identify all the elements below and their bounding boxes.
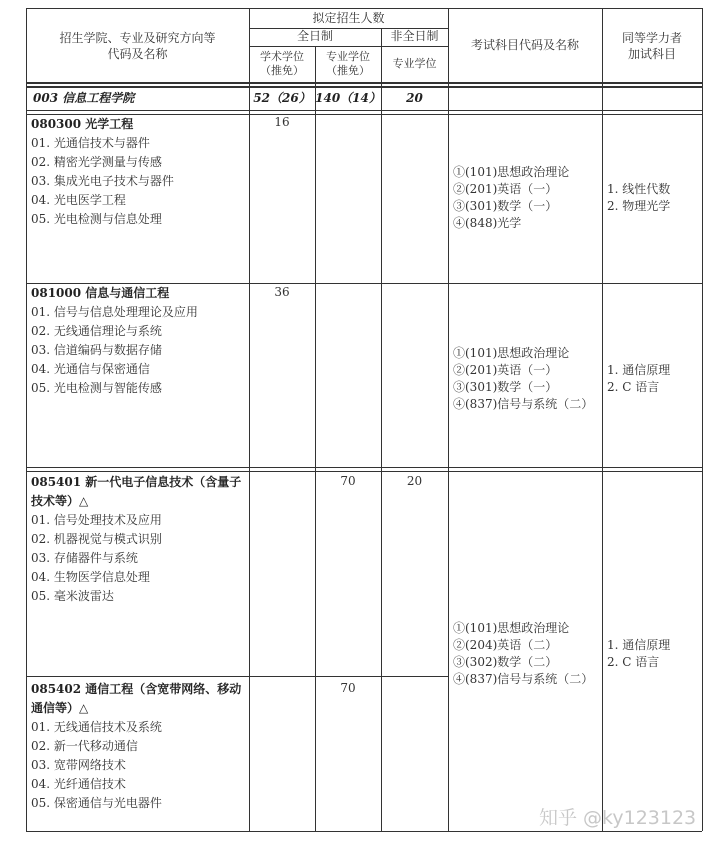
direction-item: 05. 保密通信与光电器件 xyxy=(31,796,162,810)
direction-item: 03. 信道编码与数据存储 xyxy=(31,343,162,357)
direction-item: 04. 生物医学信息处理 xyxy=(31,570,150,584)
direction-item: 05. 光电检测与智能传感 xyxy=(31,381,162,395)
exam-subject: ③(302)数学（二） xyxy=(453,655,558,669)
professional-count: 70 xyxy=(340,681,356,695)
table-border-left xyxy=(26,8,27,831)
direction-item: 02. 无线通信理论与系统 xyxy=(31,324,162,338)
academic-count: 16 xyxy=(274,115,290,129)
exam-subject: ②(201)英语（一） xyxy=(453,182,558,196)
extra-subject: 1. 线性代数 xyxy=(607,182,671,196)
direction-item: 04. 光通信与保密通信 xyxy=(31,362,150,376)
direction-item: 05. 光电检测与信息处理 xyxy=(31,212,162,226)
extra-subject: 1. 通信原理 xyxy=(607,638,671,652)
school-academic-count: 52（26） xyxy=(253,91,311,105)
direction-item: 02. 机器视觉与模式识别 xyxy=(31,532,162,546)
exam-subject: ①(101)思想政治理论 xyxy=(453,621,570,635)
school-parttime-count: 20 xyxy=(406,91,423,105)
table-border-bottom xyxy=(26,831,702,832)
header-professional-degree: 专业学位 （推免） xyxy=(326,50,370,77)
row-divider xyxy=(26,471,702,472)
header-academic-degree: 学术学位 （推免） xyxy=(260,50,304,77)
extra-subject: 1. 通信原理 xyxy=(607,363,671,377)
exam-subject: ②(204)英语（二） xyxy=(453,638,558,652)
extra-subject: 2. C 语言 xyxy=(607,380,660,394)
program-title: 080300 光学工程 xyxy=(31,117,134,131)
direction-item: 01. 光通信技术与器件 xyxy=(31,136,150,150)
direction-item: 04. 光纤通信技术 xyxy=(31,777,126,791)
row-divider xyxy=(26,283,702,284)
direction-item: 01. 信号与信息处理理论及应用 xyxy=(31,305,198,319)
school-top-rule xyxy=(26,86,702,88)
row-divider xyxy=(26,114,702,115)
extra-subject: 2. C 语言 xyxy=(607,655,660,669)
direction-item: 02. 精密光学测量与传感 xyxy=(31,155,162,169)
row-divider xyxy=(26,676,448,677)
col-divider xyxy=(381,28,382,831)
academic-count: 36 xyxy=(274,285,290,299)
program-title: 081000 信息与通信工程 xyxy=(31,286,170,300)
exam-subject: ④(848)光学 xyxy=(453,216,522,230)
exam-subject: ①(101)思想政治理论 xyxy=(453,165,570,179)
row-divider xyxy=(26,467,702,468)
col-divider xyxy=(249,8,250,831)
direction-item: 02. 新一代移动通信 xyxy=(31,739,138,753)
col-divider xyxy=(315,46,316,831)
row-divider xyxy=(26,110,702,111)
exam-subject: ④(837)信号与系统（二） xyxy=(453,397,594,411)
direction-item: 03. 宽带网络技术 xyxy=(31,758,126,772)
header-program-column: 招生学院、专业及研究方向等 代码及名称 xyxy=(59,31,216,61)
col-divider xyxy=(602,8,603,831)
extra-subject: 2. 物理光学 xyxy=(607,199,671,213)
direction-item: 01. 信号处理技术及应用 xyxy=(31,513,162,527)
col-divider xyxy=(448,8,449,831)
exam-subject: ③(301)数学（一） xyxy=(453,199,558,213)
header-fulltime: 全日制 xyxy=(296,29,333,43)
exam-subject: ③(301)数学（一） xyxy=(453,380,558,394)
direction-item: 03. 存储器件与系统 xyxy=(31,551,138,565)
row-divider xyxy=(249,46,448,47)
header-parttime: 非全日制 xyxy=(390,29,439,43)
header-planned-enrollment: 拟定招生人数 xyxy=(312,11,385,25)
direction-item: 01. 无线通信技术及系统 xyxy=(31,720,162,734)
school-professional-count: 140（14） xyxy=(315,91,381,105)
table-border-right xyxy=(702,8,703,831)
program-title-cont: 通信等）△ xyxy=(31,701,89,715)
exam-subject: ②(201)英语（一） xyxy=(453,363,558,377)
table-border-top xyxy=(26,8,702,9)
header-parttime-professional: 专业学位 xyxy=(392,57,437,70)
direction-item: 05. 毫米波雷达 xyxy=(31,589,114,603)
header-bottom-rule xyxy=(26,82,702,84)
header-extra-subjects: 同等学力者 加试科目 xyxy=(621,31,682,61)
direction-item: 04. 光电医学工程 xyxy=(31,193,126,207)
professional-count: 70 xyxy=(340,474,356,488)
program-title: 085402 通信工程（含宽带网络、移动 xyxy=(31,682,242,696)
watermark: 知乎 @ky123123 xyxy=(539,807,697,829)
direction-item: 03. 集成光电子技术与器件 xyxy=(31,174,174,188)
header-exam-subjects: 考试科目代码及名称 xyxy=(470,38,579,52)
program-title: 085401 新一代电子信息技术（含量子 xyxy=(31,475,242,489)
parttime-count: 20 xyxy=(406,474,423,488)
exam-subject: ①(101)思想政治理论 xyxy=(453,346,570,360)
school-name: 003 信息工程学院 xyxy=(33,91,135,105)
exam-subject: ④(837)信号与系统（二） xyxy=(453,672,594,686)
program-title-cont: 技术等）△ xyxy=(31,494,89,508)
